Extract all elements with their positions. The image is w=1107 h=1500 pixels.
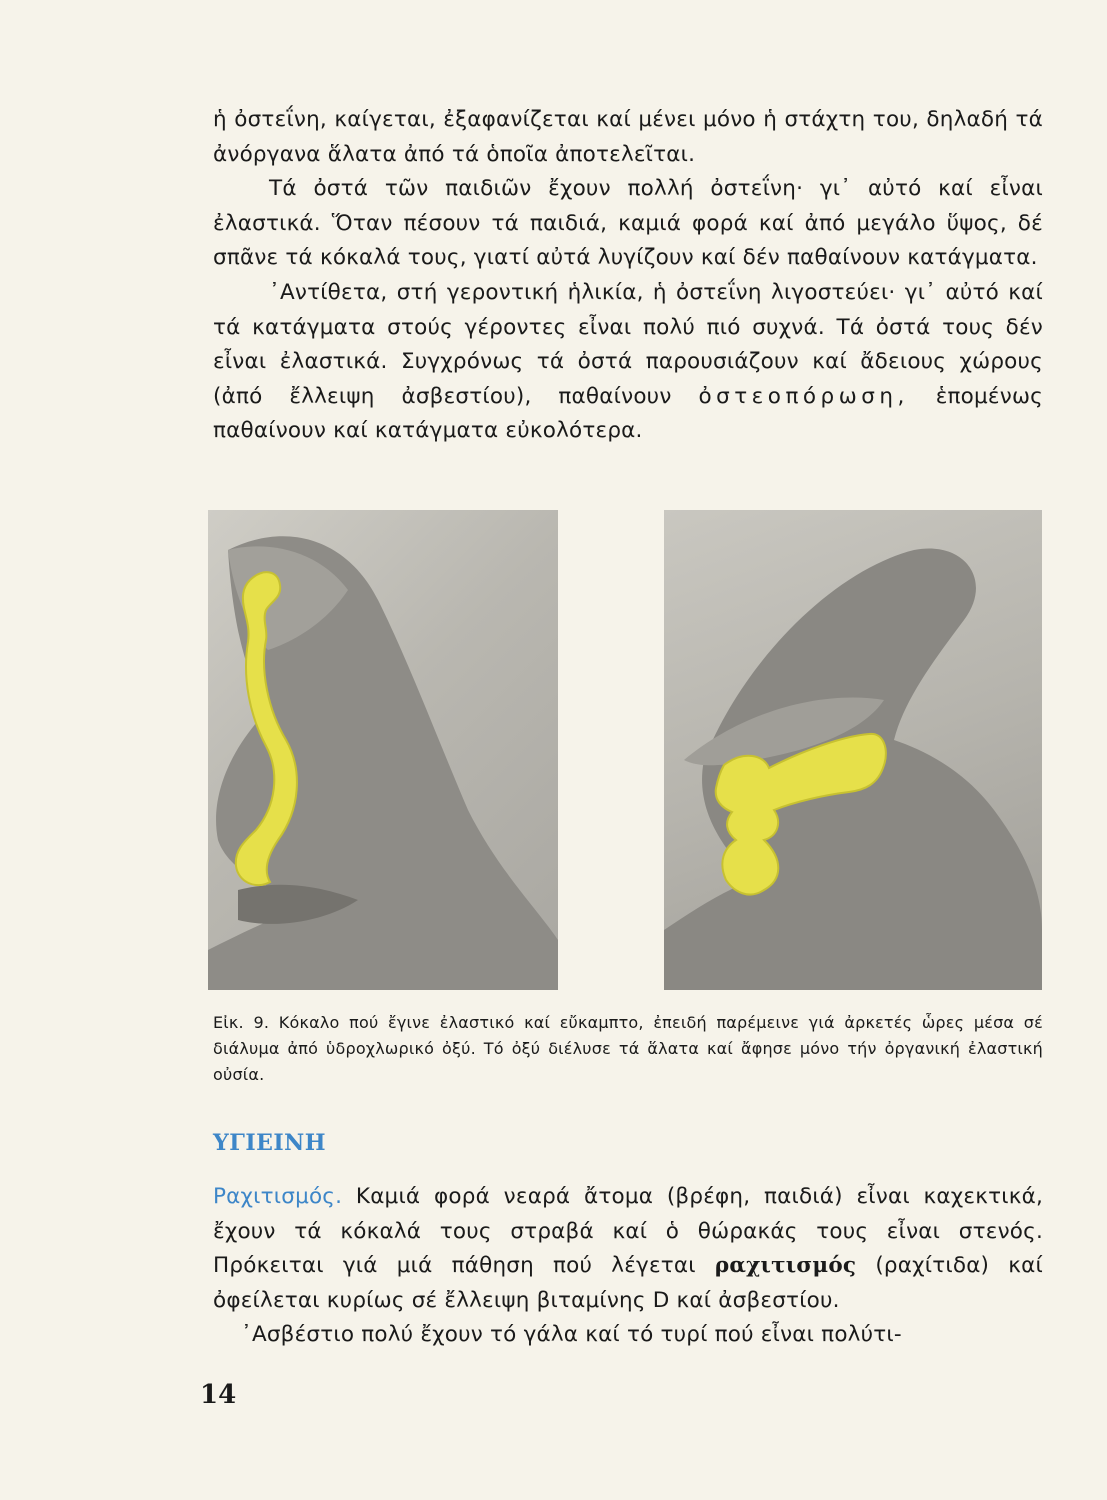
paragraph-5: ᾽Ασβέστιο πολύ ἔχουν τό γάλα καί τό τυρί πού εἶναι πολύτι- [241, 1322, 902, 1348]
caption-text: Εἰκ. 9. Κόκαλο πού ἔγινε ἐλαστικό καί εὔκαμπτο, ἐπειδή παρέμεινε γιά ἀρκετές ὧρες μέσα σέ διάλυμα ἀπό ὑδροχλωρικό ὀξύ. Τό ὀξύ διέλυσε τά ἅλατα καί ἄφησε μόνο τήν ὀργανική ἐλαστική οὐσία. [213, 1013, 1043, 1084]
photo-folded-bone-hand [664, 510, 1042, 990]
section-heading: ΥΓΙΕΙΝΗ [213, 1130, 327, 1156]
figure-caption [213, 1010, 1043, 1088]
paragraph-3 [213, 276, 1043, 449]
body-text-top [213, 103, 1043, 449]
photo-bent-bone-hand [208, 510, 558, 990]
hand-holding-bent-bone-illustration [208, 510, 558, 990]
paragraph-4 [213, 1180, 1043, 1318]
page-number: 14 [200, 1380, 237, 1410]
paragraph-2: Τά ὀστά τῶν παιδιῶν ἔχουν πολλή ὀστεΐνη· γι᾽ αὐτό καί εἶναι ἐλαστικά. Ὅταν πέσουν τά παιδιά, καμιά φορά καί ἀπό μεγάλο ὕψος, δέ σπᾶνε τά κόκαλά τους, γιατί αὐτά λυγίζουν καί δέν παθαίνουν κατάγματα. [213, 176, 1043, 271]
paragraph-3-part-c: ἑπομένως παθαίνουν καί κατάγματα εὐκολότερα. [213, 383, 1043, 444]
runin-title-rickets: Ραχιτισμός. [213, 1184, 343, 1209]
paragraph-4-part-a: Καμιά φορά νεαρά ἄτομα (βρέφη, παιδιά) εἶναι καχεκτικά, ἔχουν τά κόκαλά τους στραβά καί ὁ θώρακάς τους εἶναι στενός. Πρόκειται γιά μιά πάθηση πού λέγεται [213, 1184, 1043, 1279]
paragraph-3-part-a: ᾽Αντίθετα, στή γεροντική ἡλικία, ἡ ὀστεΐνη λιγοστεύει· γι᾽ αὐτό καί τά κατάγματα στούς γέροντες εἶναι πολύ πιό συχνά. Τά ὀστά τους δέν εἶναι ἐλαστικά. Συγχρόνως τά ὀστά παρουσιάζουν καί ἄδειους χώρους (ἀπό ἔλλειψη ἀσβεστίου), παθαίνουν [213, 279, 1043, 409]
body-text-bottom [213, 1180, 1043, 1353]
paragraph-1: ἡ ὀστεΐνη, καίγεται, ἐξαφανίζεται καί μένει μόνο ἡ στάχτη του, δηλαδή τά ἀνόργανα ἅλατα ἀπό τά ὁποῖα ἀποτελεῖται. [213, 107, 1043, 167]
hand-holding-folded-bone-illustration [664, 510, 1042, 990]
paragraph-4-part-b: (ραχίτιδα) καί ὀφείλεται κυρίως σέ ἔλλειψη βιταμίνης D καί ἀσβεστίου. [213, 1253, 1043, 1313]
term-osteoporosis: ὀστεοπόρωση, [698, 383, 909, 409]
term-rickets: ραχιτισμός [714, 1253, 857, 1279]
